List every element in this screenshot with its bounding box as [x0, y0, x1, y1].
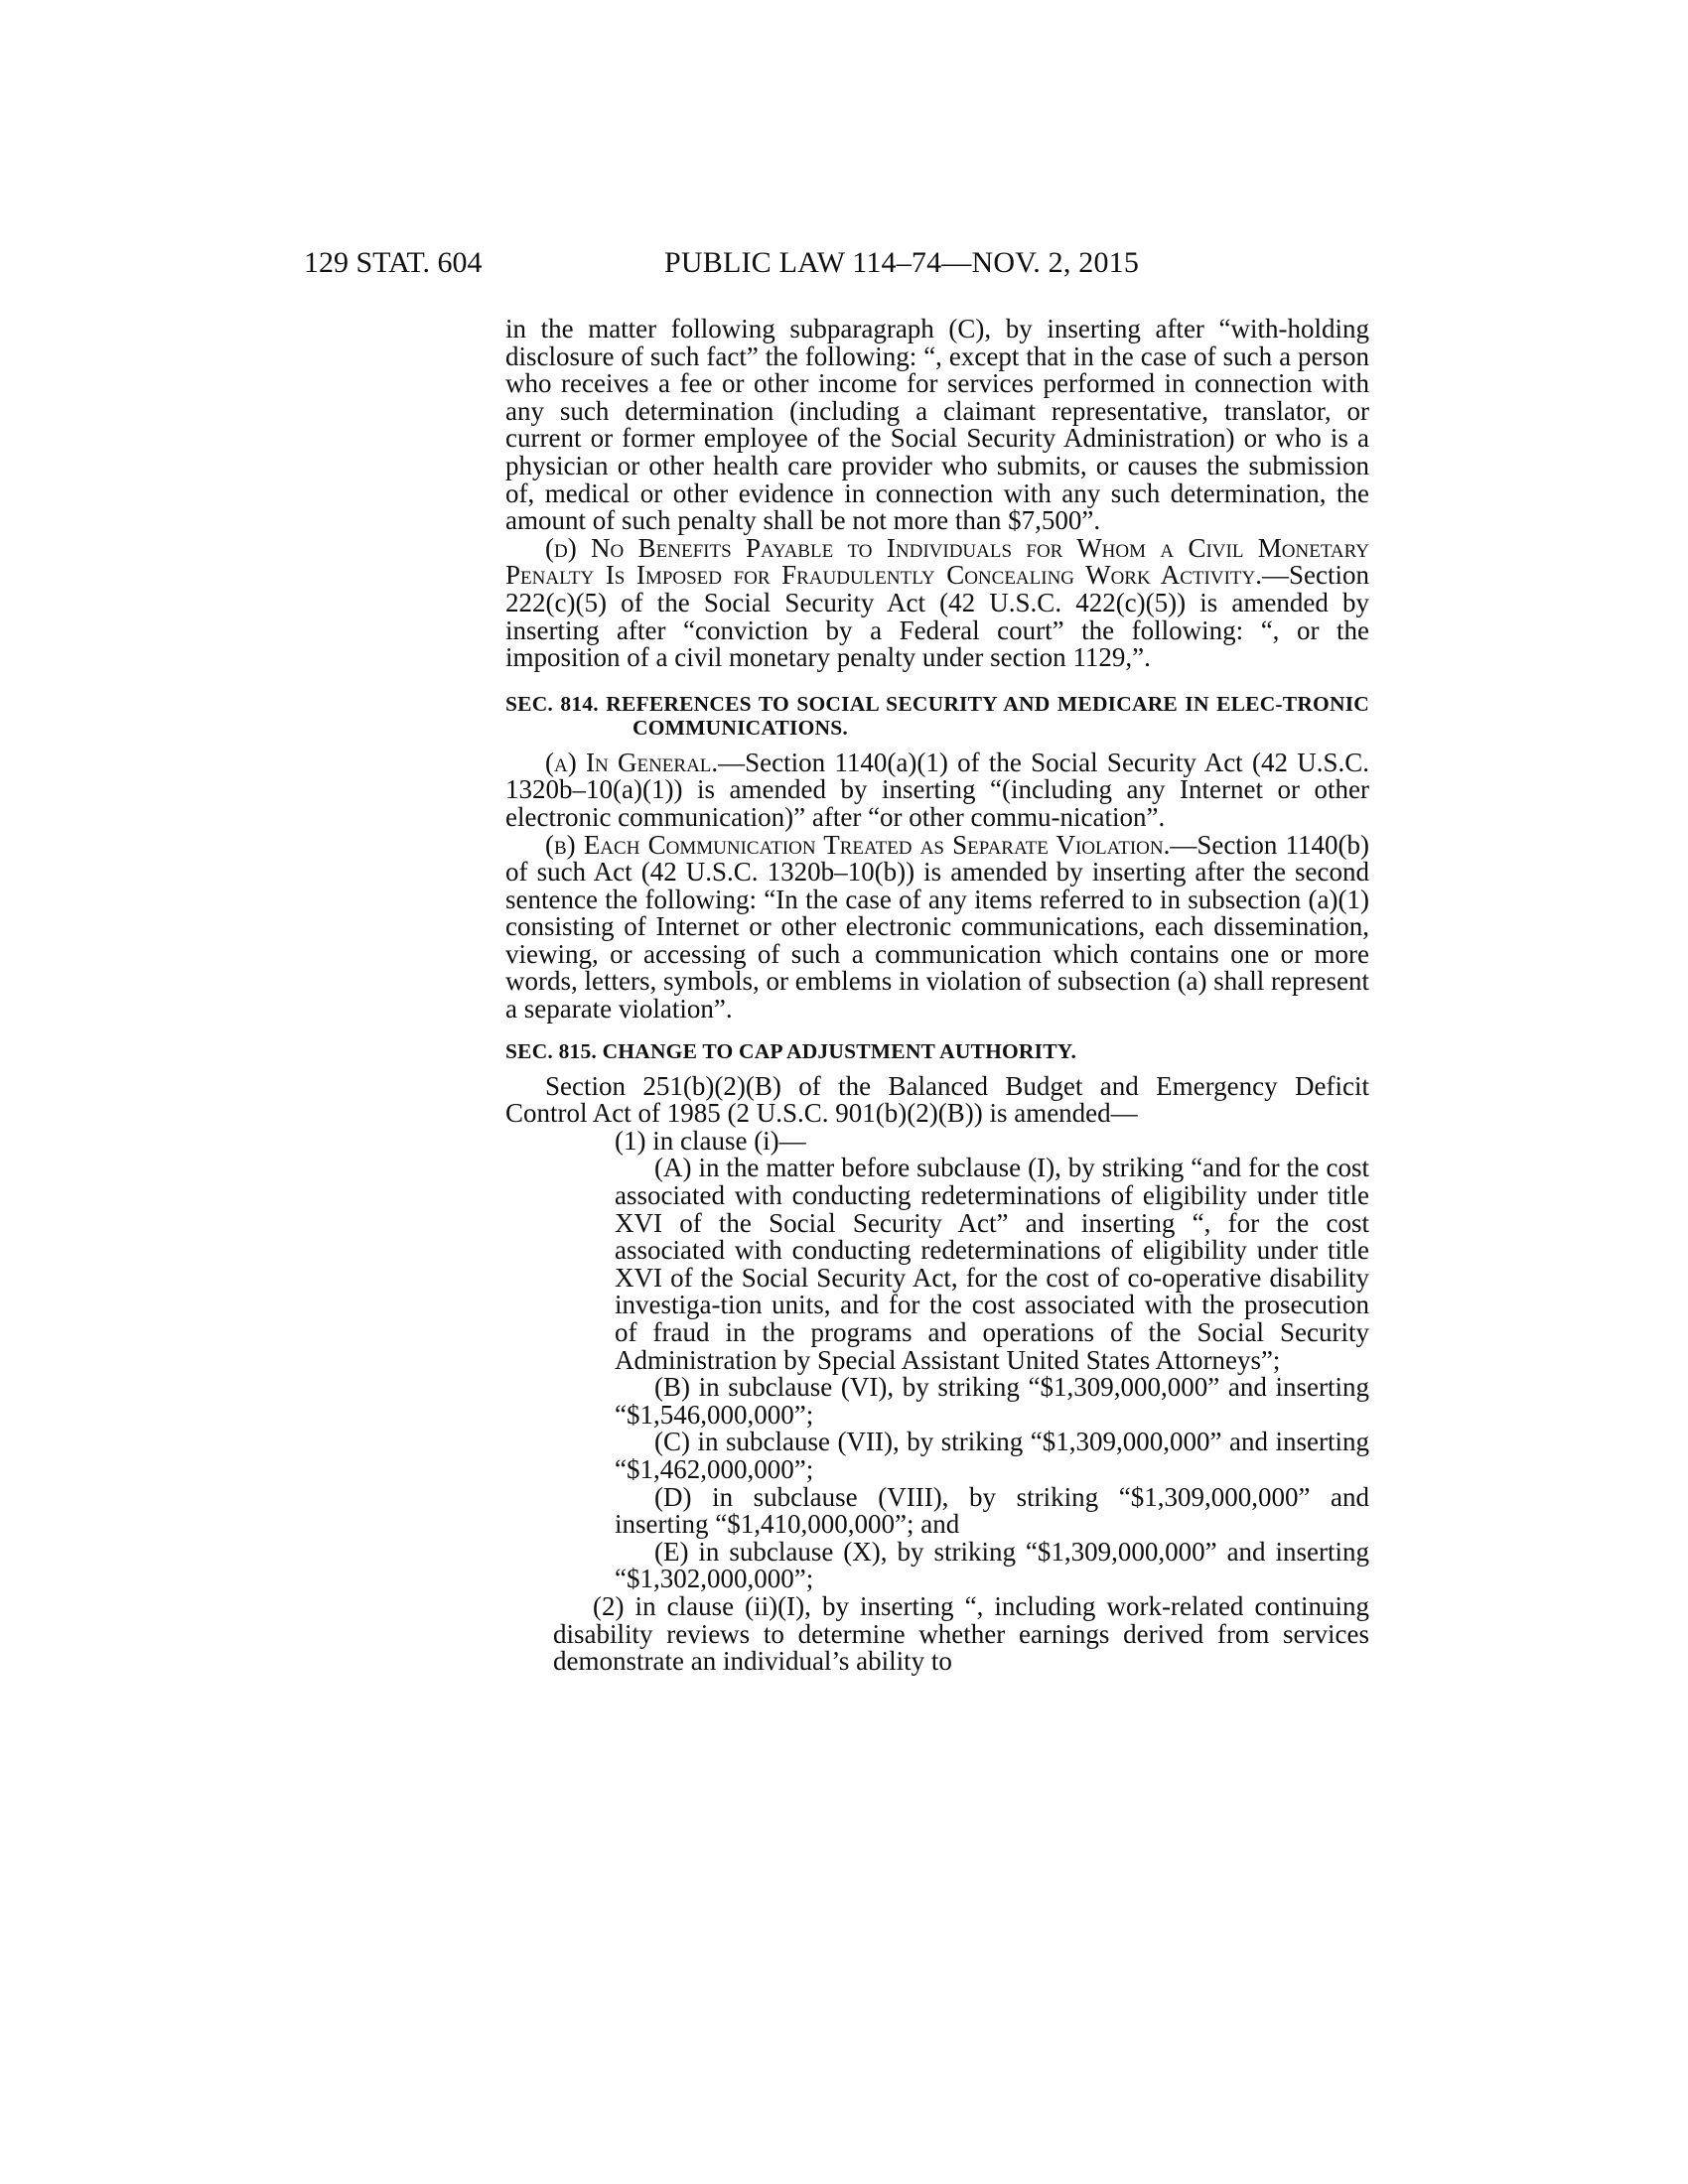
section-815-intro: Section 251(b)(2)(B) of the Balanced Budget and Emergency Deficit Control Act of 1985 (2 U.S.C. 901(b)(2)(B)) is amended—: [505, 1070, 1369, 1129]
subsection-a-heading: (a) In General.: [545, 747, 719, 777]
paragraph-1: (1) in clause (i)—: [615, 1125, 806, 1156]
document-body: [505, 316, 1369, 1676]
subsection-a-text: —Section 1140(a)(1) of the Social Security Act (42 U.S.C. 1320b–10(a)(1)) is amended by inserting “(including any Internet or other electronic communication)” after “or other commu-nication”.: [505, 747, 1369, 832]
subparagraph-C: (C) in subclause (VII), by striking “$1,309,000,000” and inserting “$1,462,000,000”;: [615, 1427, 1369, 1484]
subsection-b-heading: (b) Each Communication Treated as Separate Violation.: [545, 829, 1171, 860]
subparagraph-E: (E) in subclause (X), by striking “$1,309,000,000” and inserting “$1,302,000,000”;: [615, 1536, 1369, 1594]
subparagraph-D: (D) in subclause (VIII), by striking “$1,309,000,000” and inserting “$1,410,000,000”; and: [615, 1481, 1369, 1540]
subsection-d: [505, 532, 1369, 673]
paragraph-2-block: [553, 1590, 1369, 1677]
section-814-heading: SEC. 814. REFERENCES TO SOCIAL SECURITY AND MEDICARE IN ELEC-TRONIC COMMUNICATIONS.: [505, 691, 1369, 740]
subsection-a: [505, 747, 1369, 832]
subsection-b-text: —Section 1140(b) of such Act (42 U.S.C. 1320b–10(b)) is amended by inserting after the second sentence the following: “In the case of any items referred to in subsection (a)(1) consisting of Internet or other electronic communications, each dissemination, viewing, or accessing of such a communication which contains one or more words, letters, symbols, or emblems in violation of subsection (a) shall represent a separate violation”.: [505, 829, 1370, 1024]
stat-page-number: 129 STAT. 604: [304, 246, 483, 279]
subsection-d-text: —Section 222(c)(5) of the Social Security Act (42 U.S.C. 422(c)(5)) is amended by inserting after “conviction by a Federal court” the following: “, or the imposition of a civil monetary penalty under section 1129,”.: [505, 560, 1369, 673]
continuation-paragraph: in the matter following subparagraph (C), by inserting after “with-holding disclosure of such fact” the following: “, except that in the case of such a person who receives a fee or other income for services performed in connection with any such determination (including a claimant representative, translator, or current or former employee of the Social Security Administration) or who is a physician or other health care provider who submits, or causes the submission of, medical or other evidence in connection with any such determination, the amount of such penalty shall be not more than $7,500”.: [505, 314, 1369, 536]
subsection-b: [505, 829, 1370, 1024]
subsection-d-heading: (d) No Benefits Payable to Individuals for Whom a Civil Monetary Penalty Is Imposed for Fraudulently Concealing Work Activity.: [505, 532, 1369, 591]
subparagraph-A: (A) in the matter before subclause (I), by striking “and for the cost associated with conducting redeterminations of eligibility under title XVI of the Social Security Act” and inserting “, for the cost associated with conducting redeterminations of eligibility under title XVI of the Social Security Act, for the cost of co-operative disability investiga-tion units, and for the cost associated with the prosecution of fraud in the programs and operations of the Social Security Administration by Special Assistant United States Attorneys”;: [615, 1153, 1369, 1375]
paragraph-2: (2) in clause (ii)(I), by inserting “, including work-related continuing disability reviews to determine whether earnings derived from services demonstrate an individual’s ability to: [553, 1590, 1369, 1677]
public-law-title: PUBLIC LAW 114–74—NOV. 2, 2015: [664, 246, 1140, 279]
clause-i-list: [615, 1155, 1369, 1593]
section-815-heading: SEC. 815. CHANGE TO CAP ADJUSTMENT AUTHORITY.: [505, 1038, 1077, 1063]
subparagraph-B: (B) in subclause (VI), by striking “$1,309,000,000” and inserting “$1,546,000,000”;: [615, 1372, 1369, 1430]
